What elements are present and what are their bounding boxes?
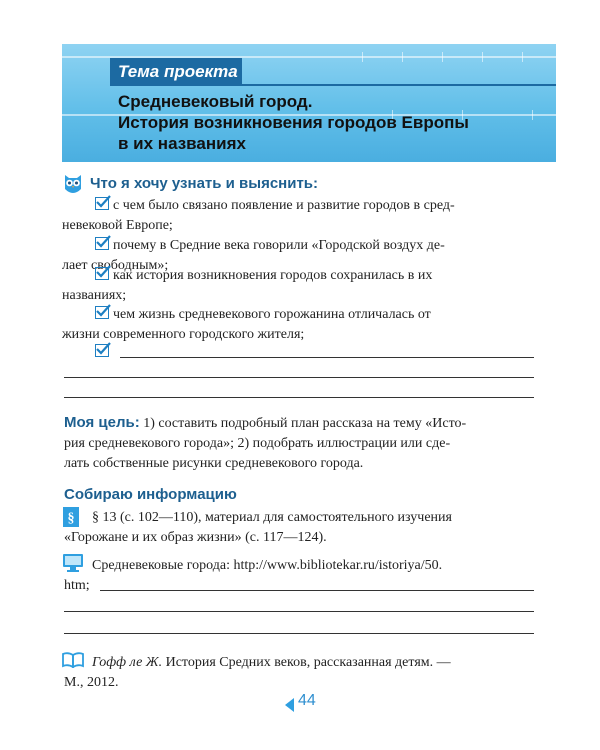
- paragraph-icon: [63, 507, 79, 527]
- book-title: История Средних веков, рассказанная детям. —: [162, 655, 451, 670]
- answer-line[interactable]: [64, 397, 534, 398]
- goal-label: Моя цель:: [64, 414, 140, 431]
- question-text: как история возникновения городов сохранилась в их: [113, 268, 433, 283]
- question-text-cont: жизни современного городского жителя;: [62, 327, 305, 342]
- book-author: Гофф ле Ж.: [92, 655, 163, 670]
- owl-icon: [63, 173, 83, 195]
- topic-line-1: Средневековый город.: [118, 92, 313, 111]
- question-text-cont: невековой Европе;: [62, 218, 173, 233]
- topic-line-2: История возникновения городов Европы: [118, 113, 469, 132]
- question-text-cont: лает свободным»;: [62, 258, 169, 273]
- page-arrow-icon: [285, 698, 294, 712]
- goal-text: 1) составить подробный план рассказа на тему «Исто-: [143, 416, 467, 431]
- question-item-3: [62, 266, 535, 306]
- textbook-line-2: «Горожане и их образ жизни» (с. 117—124).: [64, 530, 327, 545]
- textbook-line-1: § 13 (с. 102—110), материал для самостоятельного изучения: [92, 510, 452, 525]
- question-item-1: [62, 196, 535, 236]
- book-reference: [64, 653, 542, 693]
- answer-line[interactable]: [120, 357, 534, 358]
- goal-block: [64, 413, 544, 474]
- web-line-2: htm;: [64, 578, 90, 593]
- question-text-cont: названиях;: [62, 288, 127, 303]
- goal-text-cont: лать собственные рисунки средневекового города.: [64, 456, 364, 471]
- question-text: почему в Средние века говорили «Городской воздух де-: [113, 238, 445, 253]
- check-icon: [95, 237, 109, 250]
- project-topic: [118, 91, 538, 154]
- empty-question-item[interactable]: [95, 343, 113, 363]
- page-number: 44: [298, 692, 316, 709]
- check-icon: [95, 197, 109, 210]
- collect-heading: Собираю информацию: [64, 486, 237, 503]
- check-icon: [95, 306, 109, 319]
- topic-line-3: в их названиях: [118, 134, 246, 153]
- web-line-1: Средневековые города: http://www.bibliotekar.ru/istoriya/50.: [92, 558, 443, 573]
- answer-line[interactable]: [100, 590, 534, 591]
- question-text: чем жизнь средневекового горожанина отличалась от: [113, 307, 431, 322]
- tema-label: Тема проекта: [110, 58, 242, 86]
- check-icon: [95, 267, 109, 280]
- question-item-4: [62, 305, 535, 345]
- goal-text-cont: рия средневекового города»; 2) подобрать иллюстрации или сде-: [64, 436, 451, 451]
- answer-line[interactable]: [64, 633, 534, 634]
- check-icon: [95, 344, 109, 357]
- svg-text:§: §: [67, 511, 75, 526]
- answer-line[interactable]: [64, 611, 534, 612]
- book-line-2: М., 2012.: [64, 675, 119, 690]
- tema-underline: [242, 84, 556, 86]
- textbook-reference: [64, 508, 542, 548]
- questions-heading: Что я хочу узнать и выяснить:: [90, 175, 319, 192]
- book-icon: [62, 652, 84, 668]
- answer-line[interactable]: [64, 377, 534, 378]
- computer-icon: [63, 554, 83, 572]
- project-theme-banner: [62, 44, 556, 162]
- question-text: с чем было связано появление и развитие городов в сред-: [113, 198, 455, 213]
